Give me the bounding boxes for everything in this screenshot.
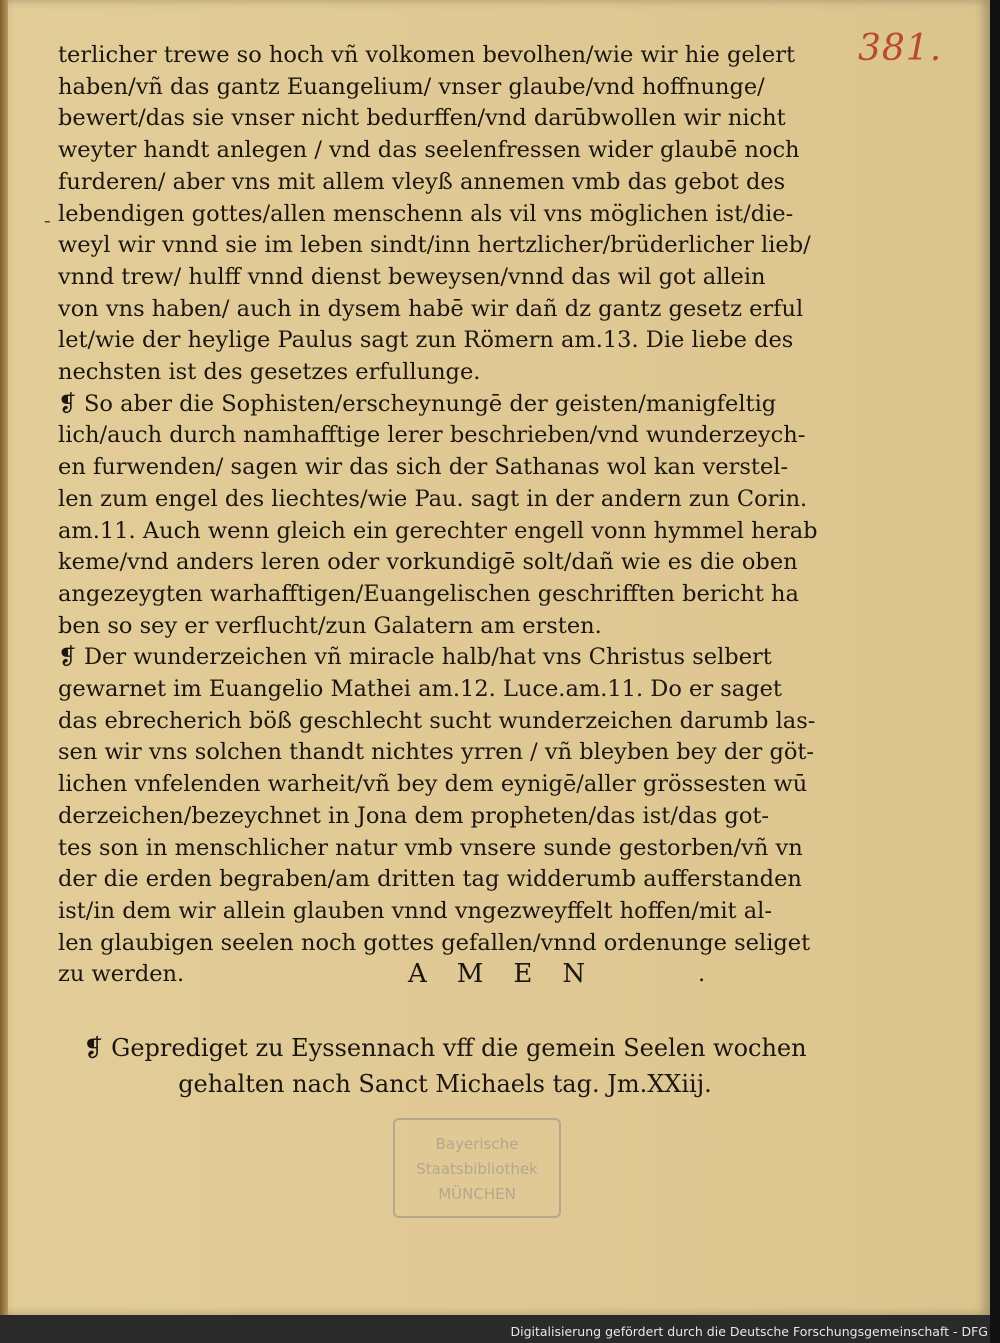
page-gutter <box>0 0 8 1315</box>
text-line: lich/auch durch namhafftige lerer beschrieben/vnd wunderzeych- <box>58 422 806 449</box>
colophon-line: gehalten nach Sanct Michaels tag. Jm.XXiij. <box>178 1070 712 1098</box>
closing-text: zu werden. <box>58 961 185 988</box>
text-line: haben/vñ das gantz Euangelium/ vnser glaube/vnd hoffnunge/ <box>58 73 765 100</box>
margin-mark: - <box>44 208 51 232</box>
text-line: der die erden begraben/am dritten tag widderumb aufferstanden <box>58 866 802 893</box>
closing-line <box>58 959 828 991</box>
text-line: vnnd trew/ hulff vnnd dienst beweysen/vnnd das wil got allein <box>58 263 766 290</box>
funding-footer: Digitalisierung gefördert durch die Deutsche Forschungsgemeinschaft - DFG <box>510 1324 988 1339</box>
text-line: angezeygten warhafftigen/Euangelischen geschrifften bericht ha <box>58 580 799 607</box>
text-line: let/wie der heylige Paulus sagt zun Römern am.13. Die liebe des <box>58 327 794 354</box>
text-line: bewert/das sie vnser nicht bedurffen/vnd darūbwollen wir nicht <box>58 105 786 132</box>
stamp-line: Staatsbibliothek <box>416 1160 538 1178</box>
body-text <box>58 40 828 991</box>
text-line: lebendigen gottes/allen menschenn als vil vns möglichen ist/die- <box>58 200 794 227</box>
text-line: ❡ So aber die Sophisten/erscheynungē der geisten/manigfeltig <box>58 390 777 417</box>
text-line: keme/vnd anders leren oder vorkundigē solt/dañ wie es die oben <box>58 549 798 576</box>
text-line: en furwenden/ sagen wir das sich der Sathanas wol kan verstel- <box>58 454 789 481</box>
stamp-line: MÜNCHEN <box>438 1185 516 1203</box>
text-line: weyter handt anlegen / vnd das seelenfressen wider glaubē noch <box>58 137 800 164</box>
stamp-line: Bayerische <box>435 1135 519 1153</box>
text-line: lichen vnfelenden warheit/vñ bey dem eynigē/aller grössesten wū <box>58 771 808 798</box>
text-line: ❡ Der wunderzeichen vñ miracle halb/hat vns Christus selbert <box>58 644 772 671</box>
text-line: len zum engel des liechtes/wie Pau. sagt in der andern zun Corin. <box>58 485 808 512</box>
text-line: nechsten ist des gesetzes erfullunge. <box>58 359 481 386</box>
text-line: ben so sey er verflucht/zun Galatern am ersten. <box>58 612 602 639</box>
text-line: ist/in dem wir allein glauben vnnd vngezweyffelt hoffen/mit al- <box>58 897 772 924</box>
library-stamp <box>393 1118 561 1218</box>
colophon-line: ❡ Geprediget zu Eyssennach vff die gemein Seelen wochen <box>83 1034 807 1062</box>
text-line: weyl wir vnnd sie im leben sindt/inn hertzlicher/brüderlicher lieb/ <box>58 232 811 259</box>
amen-text: AMEN <box>408 959 616 990</box>
text-line: tes son in menschlicher natur vmb vnsere sunde gestorben/vñ vn <box>58 834 803 861</box>
colophon <box>60 1030 830 1102</box>
text-line: gewarnet im Euangelio Mathei am.12. Luce.am.11. Do er saget <box>58 676 782 703</box>
text-line: derzeichen/bezeychnet in Jona dem propheten/das ist/das got- <box>58 802 770 829</box>
text-line: len glaubigen seelen noch gottes gefallen/vnnd ordenunge seliget <box>58 929 811 956</box>
text-line: von vns haben/ auch in dysem habē wir dañ dz gantz gesetz erful <box>58 295 804 322</box>
scan-border <box>990 0 1000 1343</box>
folio-number: 381. <box>858 28 943 69</box>
text-line: furderen/ aber vns mit allem vleyß annemen vmb das gebot des <box>58 168 786 195</box>
text-line: am.11. Auch wenn gleich ein gerechter engell vonn hymmel herab <box>58 517 818 544</box>
amen-dot: . <box>698 961 706 988</box>
text-line: das ebrecherich böß geschlecht sucht wunderzeichen darumb las- <box>58 707 816 734</box>
text-line: sen wir vns solchen thandt nichtes yrren / vñ bleyben bey der göt- <box>58 739 815 766</box>
text-line: terlicher trewe so hoch vñ volkomen bevolhen/wie wir hie gelert <box>58 42 795 68</box>
